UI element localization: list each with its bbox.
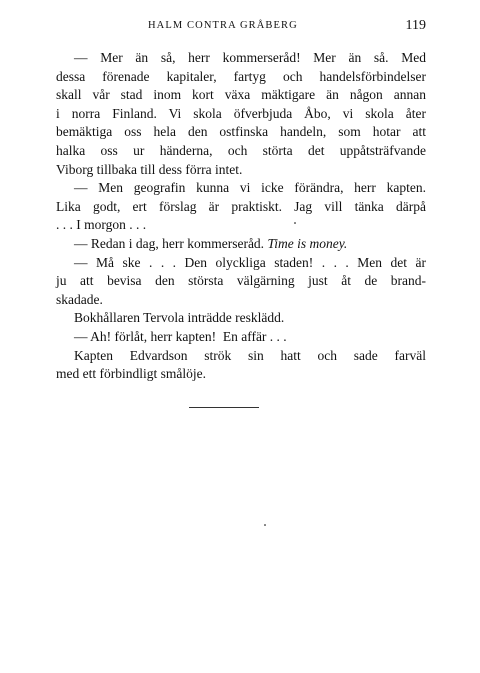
page-number: 119 xyxy=(405,18,426,33)
print-speck xyxy=(264,524,266,526)
text-line xyxy=(56,328,426,347)
running-head: HALM CONTRA GRÅBERG xyxy=(148,20,298,31)
text-line: — Mer än så, herr kommerseråd! Mer än så. Med xyxy=(74,50,426,65)
text-line: Bokhållaren Tervola inträdde resklädd. xyxy=(74,310,285,326)
section-divider xyxy=(189,407,259,408)
text-segment: — Ah! förlåt, herr kapten! xyxy=(74,328,217,344)
text-line xyxy=(56,235,426,254)
text-line: ju att bevisa den största välgärning just åt de brand- xyxy=(56,273,426,289)
page-header xyxy=(56,18,426,38)
text-line: halka oss ur händerna, och störta det uppåtsträfvande xyxy=(56,142,426,158)
text-line: med ett förbindligt smålöje. xyxy=(56,366,206,382)
text-line: i norra Finland. Vi skola öfverbjuda Åbo, vi skola åter xyxy=(56,105,426,121)
text-line: Lika godt, ert förslag är praktiskt. Jag vill tänka därpå xyxy=(56,198,426,214)
text-line: skall vår stad inom kort växa mäktigare än någon annan xyxy=(56,87,426,103)
text-line: — Men geografin kunna vi icke förändra, herr kapten. xyxy=(74,180,426,196)
body-text xyxy=(56,49,426,384)
text-segment: — Redan i dag, herr kommerseråd. xyxy=(74,235,265,251)
text-line: Kapten Edvardson strök sin hatt och sade farväl xyxy=(74,347,426,363)
text-line: . . . I morgon . . . xyxy=(56,217,147,233)
text-line: skadade. xyxy=(56,291,103,307)
print-speck xyxy=(294,222,296,224)
text-segment: En affär . . . xyxy=(222,328,287,344)
text-line: dessa förenade kapitaler, fartyg och handelsförbindelser xyxy=(56,68,426,84)
text-line: — Må ske . . . Den olyckliga staden! . . . Men det är xyxy=(74,254,426,270)
text-line: Viborg tillbaka till dess förra intet. xyxy=(56,161,243,177)
text-line: bemäktiga oss hela den ostfinska handeln, som hotar att xyxy=(56,124,426,140)
italic-phrase: Time is money. xyxy=(267,235,348,251)
